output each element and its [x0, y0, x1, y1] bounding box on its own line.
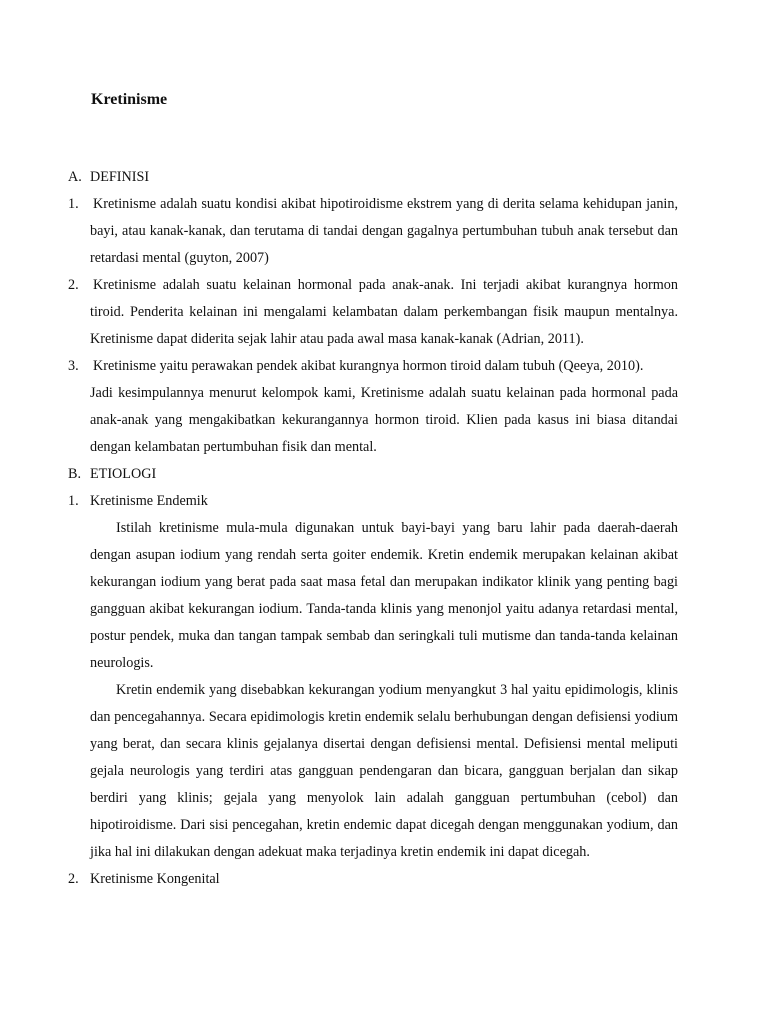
- section-label: A.: [68, 169, 82, 185]
- section-a-heading: [68, 164, 678, 191]
- conclusion-paragraph: Jadi kesimpulannya menurut kelompok kami, Kretinisme adalah suatu kelainan pada hormonal pada anak-anak yang mengakibatkan kekurangannya hormon tiroid. Klien pada kasus ini biasa ditandai dengan kelambatan pertumbuhan fisik dan mental.: [90, 385, 678, 455]
- body-paragraph: Istilah kretinisme mula-mula digunakan untuk bayi-bayi yang baru lahir pada daerah-daerah dengan asupan iodium yang rendah serta goiter endemik. Kretin endemik merupakan kelainan akibat kekurangan iodium yang berat pada saat masa fetal dan merupakan indikator klinik yang penting bagi gangguan akibat kekurangan iodium. Tanda-tanda klinis yang menonjol yaitu adanya retardasi mental, postur pendek, muka dan tangan tampak sembab dan seringkali tuli mutisme dan tanda-tanda kelainan neurologis.: [90, 520, 678, 671]
- subsection-number: 2.: [68, 871, 79, 887]
- section-label: B.: [68, 466, 82, 482]
- document-title: Kretinisme: [91, 91, 168, 108]
- item-number: 2.: [68, 277, 79, 293]
- definition-item: [68, 353, 678, 380]
- subsection-heading: [68, 488, 678, 515]
- section-title: ETIOLOGI: [90, 466, 157, 482]
- definition-item: [68, 272, 678, 353]
- section-title: DEFINISI: [90, 169, 150, 185]
- body-paragraph: Kretin endemik yang disebabkan kekurangan yodium menyangkut 3 hal yaitu epidimologis, klinis dan pencegahannya. Secara epidimologis kretin endemik selalu berhubungan dengan defisiensi yodium yang berat, dan secara klinis gejalanya disertai dengan defisiensi mental. Defisiensi mental meliputi gejala neurologis yang terdiri atas gangguan pendengaran dan bicara, gangguan berjalan dan sikap berdiri yang klinis; gejala yang menyolok lain adalah gangguan pertumbuhan (cebol) dan hipotiroidisme. Dari sisi pencegahan, kretin endemic dapat dicegah dengan menggunakan yodium, dan jika hal ini dilakukan dengan adekuat maka terjadinya kretin endemik ini dapat dicegah.: [90, 682, 678, 860]
- subsection-number: 1.: [68, 493, 79, 509]
- definition-item: [68, 191, 678, 272]
- item-text: Kretinisme adalah suatu kelainan hormonal pada anak-anak. Ini terjadi akibat kurangnya hormon tiroid. Penderita kelainan ini mengalami kelambatan dalam perkembangan fisik maupun mentalnya. Kretinisme dapat diderita sejak lahir atau pada awal masa kanak-kanak (Adrian, 2011).: [90, 277, 678, 347]
- item-number: 1.: [68, 196, 79, 212]
- subsection-heading: [68, 866, 678, 893]
- section-b-heading: [68, 461, 678, 488]
- item-text: Kretinisme adalah suatu kondisi akibat hipotiroidisme ekstrem yang di derita selama kehidupan janin, bayi, atau kanak-kanak, dan terutama di tandai dengan gagalnya pertumbuhan tubuh anak tersebut dan retardasi mental (guyton, 2007): [90, 196, 678, 266]
- item-text: Kretinisme yaitu perawakan pendek akibat kurangnya hormon tiroid dalam tubuh (Qeeya, 2010).: [93, 358, 644, 374]
- subsection-title: Kretinisme Kongenital: [90, 871, 220, 887]
- subsection-title: Kretinisme Endemik: [90, 493, 208, 509]
- item-number: 3.: [68, 358, 79, 374]
- document-body: [68, 164, 678, 893]
